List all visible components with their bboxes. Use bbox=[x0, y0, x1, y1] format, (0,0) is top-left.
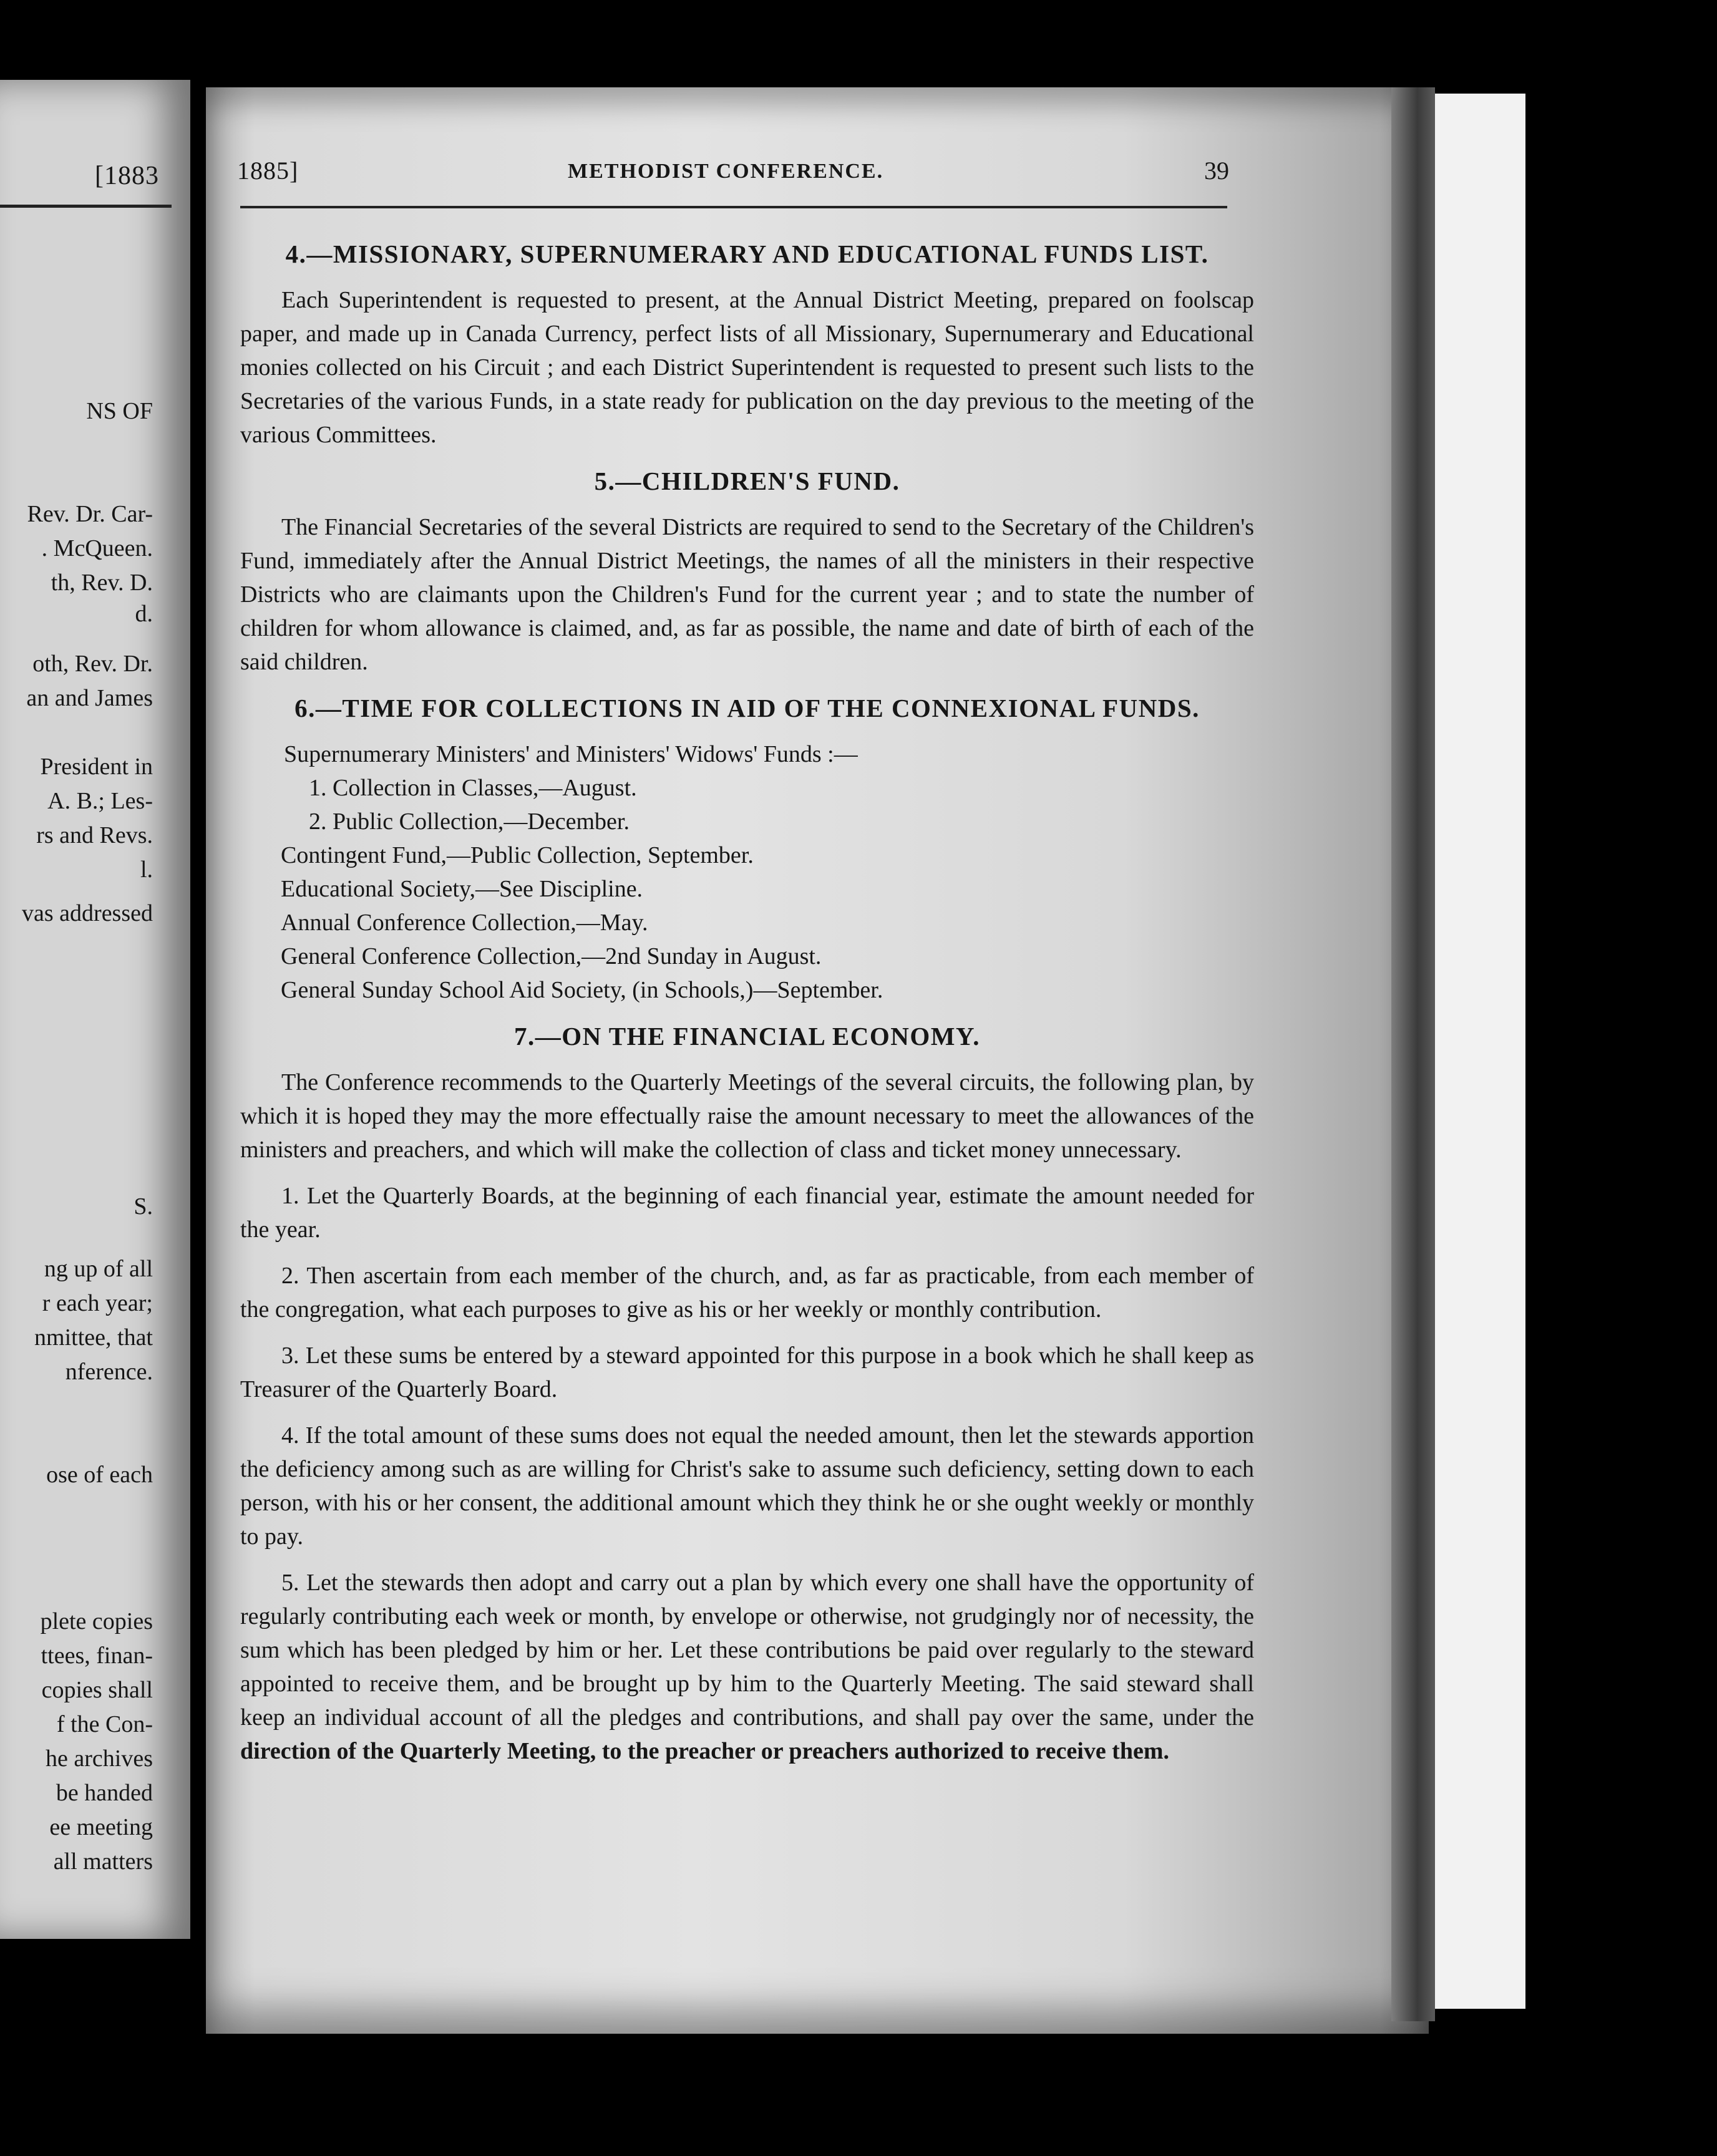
left-page-line: ttees, finan- bbox=[41, 1643, 153, 1669]
list-item: Supernumerary Ministers' and Ministers' Widows' Funds :— bbox=[284, 741, 858, 767]
list-item: General Sunday School Aid Society, (in Schools,)—September. bbox=[281, 977, 883, 1003]
left-page-line: . McQueen. bbox=[41, 535, 153, 561]
running-header bbox=[237, 156, 1235, 193]
section-7-intro: The Conference recommends to the Quarterly Meetings of the several circuits, the following plan, by which it is hoped they may the more effectually raise the amount necessary to meet the allowances of the ministers and preachers, and which will make the collection of class and ticket money unnecessary. bbox=[240, 1069, 1254, 1163]
left-page-line: S. bbox=[134, 1193, 153, 1220]
left-page-line: an and James bbox=[26, 685, 153, 711]
left-page-line: ose of each bbox=[46, 1462, 153, 1488]
list-item: Educational Society,—See Discipline. bbox=[281, 876, 643, 902]
section-5-heading: 5.—CHILDREN'S FUND. bbox=[594, 467, 900, 495]
left-page-line: A. B.; Les- bbox=[47, 788, 153, 814]
left-page-line: he archives bbox=[46, 1746, 153, 1772]
left-page-line: rs and Revs. bbox=[36, 822, 153, 848]
header-year: 1885] bbox=[237, 157, 299, 185]
section-6-heading: 6.—TIME FOR COLLECTIONS IN AID OF THE CONNEXIONAL FUNDS. bbox=[294, 694, 1200, 722]
list-item: 2. Public Collection,—December. bbox=[309, 808, 630, 835]
left-page-line: NS OF bbox=[86, 398, 153, 424]
section-7-heading: 7.—ON THE FINANCIAL ECONOMY. bbox=[513, 1022, 981, 1051]
page-edge bbox=[1435, 94, 1525, 2009]
book-spine bbox=[1391, 87, 1435, 2021]
left-page-line: copies shall bbox=[41, 1677, 153, 1703]
left-page-line: Rev. Dr. Car- bbox=[27, 501, 153, 527]
left-page-line: r each year; bbox=[42, 1290, 153, 1316]
section-4-heading: 4.—MISSIONARY, SUPERNUMERARY AND EDUCATIONAL FUNDS LIST. bbox=[285, 240, 1209, 268]
left-page-line: ng up of all bbox=[44, 1256, 153, 1282]
left-page-line: ee meeting bbox=[49, 1814, 153, 1840]
left-page-line: nmittee, that bbox=[34, 1324, 153, 1351]
left-page-fragment bbox=[0, 80, 190, 1939]
economy-item-4: 4. If the total amount of these sums does not equal the needed amount, then let the stewards apportion the deficiency among such as are willing for Christ's sake to assume such deficiency, setting down to each person, with his or her consent, the additional amount which they think he or she ought weekly or monthly to pay. bbox=[240, 1422, 1254, 1550]
header-title: METHODIST CONFERENCE. bbox=[568, 160, 884, 183]
economy-item-3: 3. Let these sums be entered by a steward appointed for this purpose in a book which he shall keep as Treasurer of the Quarterly Board. bbox=[240, 1343, 1254, 1402]
economy-item-2: 2. Then ascertain from each member of the church, and, as far as practicable, from each member of the congregation, what each purposes to give as his or her weekly or monthly contribution. bbox=[240, 1263, 1254, 1323]
left-page-line: f the Con- bbox=[56, 1711, 153, 1737]
left-page-line: d. bbox=[135, 601, 153, 627]
section-4-text: Each Superintendent is requested to present, at the Annual District Meeting, prepared on foolscap paper, and made up in Canada Currency, perfect lists of all Missionary, Supernumerary and Educational monies collected on his Circuit ; and each District Superintendent is requested to present such lists to the Secretaries of the various Funds, in a state ready for publication on the day previous to the meeting of the various Committees. bbox=[240, 287, 1254, 448]
left-page-line: nference. bbox=[65, 1359, 153, 1385]
collections-list bbox=[240, 737, 1254, 1007]
economy-item-1: 1. Let the Quarterly Boards, at the beginning of each financial year, estimate the amount needed for the year. bbox=[240, 1183, 1254, 1243]
left-page-line: oth, Rev. Dr. bbox=[32, 651, 153, 677]
left-page-line: l. bbox=[140, 857, 153, 883]
section-5-text: The Financial Secretaries of the several Districts are required to send to the Secretary of the Children's Fund, immediately after the Annual District Meetings, the names of all the ministers in their respective Districts who are claimants upon the Children's Fund for the current year ; and to state the number of children for whom allowance is claimed, and, as far as possible, the name and date of birth of each of the said children. bbox=[240, 514, 1254, 675]
left-page-rule bbox=[0, 205, 172, 208]
left-page-line: plete copies bbox=[40, 1608, 153, 1634]
left-page-line: th, Rev. D. bbox=[51, 570, 153, 596]
left-page-line: all matters bbox=[53, 1848, 153, 1875]
list-item: General Conference Collection,—2nd Sunday in August. bbox=[281, 943, 822, 969]
list-item: Contingent Fund,—Public Collection, September. bbox=[281, 842, 754, 868]
left-page-line: vas addressed bbox=[22, 900, 153, 926]
header-rule bbox=[240, 206, 1227, 208]
left-page-line: President in bbox=[40, 754, 153, 780]
economy-item-5 bbox=[240, 1566, 1254, 1768]
list-item: 1. Collection in Classes,—August. bbox=[309, 775, 637, 801]
list-item: Annual Conference Collection,—May. bbox=[281, 910, 648, 936]
economy-item-5-tail: direction of the Quarterly Meeting, to the preacher or preachers authorized to receive them. bbox=[240, 1738, 1169, 1764]
economy-item-5-main: 5. Let the stewards then adopt and carry out a plan by which every one shall have the opportunity of regularly contributing each week or month, by envelope or otherwise, not grudgingly nor of necessity, the sum which has been pledged by him or her. Let these contributions be paid over regularly to the steward appointed to receive them, and be brought up by him to the Quarterly Meeting. The said steward shall keep an individual account of all the pledges and contributions, and shall pay over the same, under the bbox=[240, 1570, 1254, 1731]
left-page-line: be handed bbox=[56, 1780, 153, 1806]
left-page-header: [1883 bbox=[95, 162, 159, 190]
page-number: 39 bbox=[1204, 157, 1229, 185]
page-body bbox=[240, 237, 1254, 1768]
